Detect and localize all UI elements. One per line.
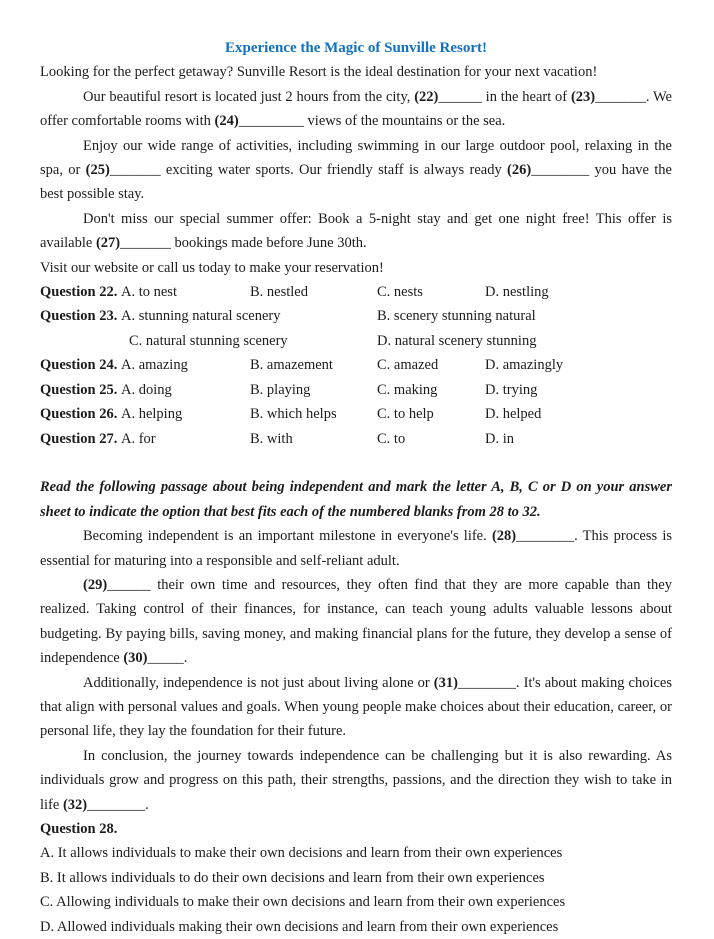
question-27-option-a: A. for bbox=[121, 430, 156, 447]
question-24-label: Question 24. bbox=[40, 357, 118, 374]
question-23-label: Question 23. bbox=[40, 308, 118, 325]
section2-paragraph-4: In conclusion, the journey towards independence can be challenging but it is also rewarding. As individuals grow and progress on this path, their strengths, passions, and the direction they wish to take in life (32)________. bbox=[40, 747, 672, 813]
passage1-paragraph-3: Enjoy our wide range of activities, including swimming in our large outdoor pool, relaxing in the spa, or (25)_______ exciting water sports. Our friendly staff is always ready (26)________ you have the best possible stay. bbox=[40, 137, 672, 203]
question-24-option-a: A. amazing bbox=[121, 357, 188, 374]
question-23-label-spacer bbox=[40, 329, 121, 353]
question-24-option-c: C. amazed bbox=[377, 357, 439, 374]
question-25-option-c: C. making bbox=[377, 381, 438, 398]
question-28-option-d: D. Allowed individuals making their own decisions and learn from their own experiences bbox=[40, 918, 559, 935]
question-28-option-a: A. It allows individuals to make their own decisions and learn from their own experiences bbox=[40, 845, 563, 862]
passage1-paragraph-4: Don't miss our special summer offer: Book a 5-night stay and get one night free! This offer is available (27)_______ bookings made before June 30th. bbox=[40, 210, 672, 252]
question-24-option-b: B. amazement bbox=[250, 357, 333, 374]
question-26-label: Question 26. bbox=[40, 406, 118, 423]
question-25-option-b: B. playing bbox=[250, 381, 311, 398]
question-26-option-a: A. helping bbox=[121, 406, 183, 423]
question-22-option-c: C. nests bbox=[377, 284, 423, 301]
question-23-option-a: A. stunning natural scenery bbox=[121, 308, 281, 325]
passage1-paragraph-1: Looking for the perfect getaway? Sunville Resort is the ideal destination for your next vacation! bbox=[40, 64, 598, 81]
passage1-paragraph-2: Our beautiful resort is located just 2 hours from the city, (22)______ in the heart of (23)_______. We offer comfortable rooms with (24)_________ views of the mountains or the sea. bbox=[40, 88, 672, 130]
question-26-option-b: B. which helps bbox=[250, 406, 337, 423]
document-title: Experience the Magic of Sunville Resort! bbox=[224, 40, 488, 56]
question-26-option-c: C. to help bbox=[377, 406, 434, 423]
question-row-24 bbox=[40, 353, 672, 377]
question-25-label: Question 25. bbox=[40, 381, 118, 398]
section2-instructions: Read the following passage about being independent and mark the letter A, B, C or D on your answer sheet to indicate the option that best fits each of the numbered blanks from 28 to 32. bbox=[40, 479, 672, 520]
question-25-option-a: A. doing bbox=[121, 381, 172, 398]
question-23-option-c: C. natural stunning scenery bbox=[129, 332, 288, 349]
question-28-option-b: B. It allows individuals to do their own decisions and learn from their own experiences bbox=[40, 869, 545, 886]
section2-paragraph-2: (29)______ their own time and resources, they often find that they are more capable than they realized. Taking control of their finances, for instance, can teach young adults valuable lessons about budgeting. By paying bills, saving money, and making financial plans for the future, they develop a sense of independence (30)_____. bbox=[40, 576, 672, 667]
question-22-label: Question 22. bbox=[40, 284, 118, 301]
question-28-label: Question 28. bbox=[40, 820, 118, 837]
question-row-27 bbox=[40, 427, 672, 451]
question-row-22 bbox=[40, 280, 672, 304]
question-27-label: Question 27. bbox=[40, 430, 118, 447]
question-23-option-b: B. scenery stunning natural bbox=[377, 308, 536, 325]
passage1-paragraph-5: Visit our website or call us today to make your reservation! bbox=[40, 259, 384, 276]
question-22-option-a: A. to nest bbox=[121, 284, 177, 301]
section2-paragraph-3: Additionally, independence is not just about living alone or (31)________. It's about making choices that align with personal values and goals. When young people make choices about their education, career, or personal life, they lay the foundation for their future. bbox=[40, 674, 672, 740]
question-25-option-d: D. trying bbox=[485, 381, 538, 398]
question-row-26 bbox=[40, 402, 672, 426]
section2-paragraph-1: Becoming independent is an important milestone in everyone's life. (28)________. This process is essential for maturing into a responsible and self-reliant adult. bbox=[40, 528, 672, 569]
question-22-option-d: D. nestling bbox=[485, 284, 549, 301]
section-divider-space bbox=[40, 451, 672, 475]
question-row-25 bbox=[40, 378, 672, 402]
question-26-option-d: D. helped bbox=[485, 406, 542, 423]
question-27-option-b: B. with bbox=[250, 430, 293, 447]
question-row-23-line-2 bbox=[40, 329, 672, 353]
question-22-option-b: B. nestled bbox=[250, 284, 308, 301]
question-28-option-c: C. Allowing individuals to make their own decisions and learn from their own experiences bbox=[40, 894, 566, 911]
question-27-option-d: D. in bbox=[485, 430, 514, 447]
question-row-23-line-1 bbox=[40, 304, 672, 328]
question-23-option-d: D. natural scenery stunning bbox=[377, 332, 537, 349]
question-24-option-d: D. amazingly bbox=[485, 357, 564, 374]
question-27-option-c: C. to bbox=[377, 430, 406, 447]
